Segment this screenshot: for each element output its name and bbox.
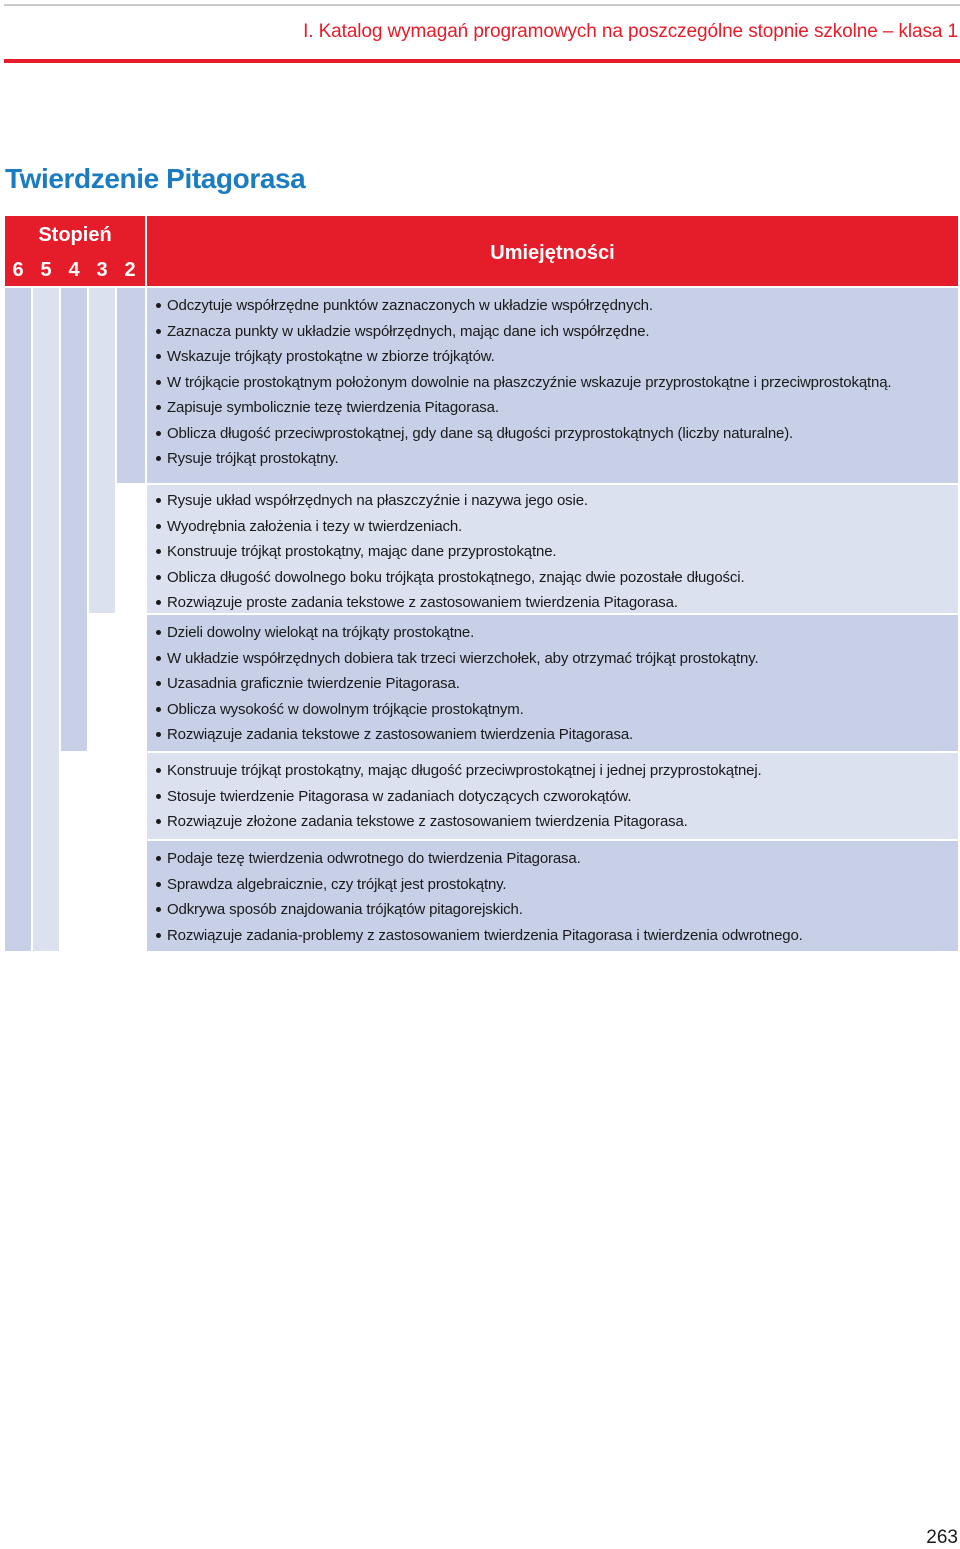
grade-2-label: 2 bbox=[124, 259, 136, 281]
skills-header-cell bbox=[147, 216, 958, 286]
header-divider bbox=[4, 59, 960, 63]
list-item: Podaje tezę twierdzenia odwrotnego do twierdzenia Pitagorasa. bbox=[156, 846, 950, 872]
list-item: W trójkącie prostokątnym położonym dowolnie na płaszczyźnie wskazuje przyprostokątne i przeciwprostokątną. bbox=[156, 370, 950, 396]
bullet-icon bbox=[156, 707, 161, 712]
bullet-icon bbox=[156, 498, 161, 503]
grade-3-column bbox=[89, 288, 115, 613]
list-item: Uzasadnia graficznie twierdzenie Pitagorasa. bbox=[156, 671, 950, 697]
running-header: I. Katalog wymagań programowych na poszczególne stopnie szkolne – klasa 1 bbox=[303, 21, 958, 42]
grade-5-label: 5 bbox=[40, 259, 52, 281]
bullet-icon bbox=[156, 856, 161, 861]
list-item: Zapisuje symbolicznie tezę twierdzenia Pitagorasa. bbox=[156, 395, 950, 421]
list-item: Oblicza wysokość w dowolnym trójkącie prostokątnym. bbox=[156, 697, 950, 723]
list-item: Rozwiązuje zadania-problemy z zastosowaniem twierdzenia Pitagorasa i twierdzenia odwrotnego. bbox=[156, 923, 950, 949]
list-item: Wyodrębnia założenia i tezy w twierdzeniach. bbox=[156, 514, 950, 540]
list-item: Sprawdza algebraicznie, czy trójkąt jest prostokątny. bbox=[156, 872, 950, 898]
skills-group-grade-2 bbox=[147, 288, 958, 483]
bullet-icon bbox=[156, 681, 161, 686]
list-item: W układzie współrzędnych dobiera tak trzeci wierzchołek, aby otrzymać trójkąt prostokątny. bbox=[156, 646, 950, 672]
list-item: Oblicza długość przeciwprostokątnej, gdy dane są długości przyprostokątnych (liczby naturalne). bbox=[156, 421, 950, 447]
grade-header-label: Stopień bbox=[38, 224, 112, 246]
top-rule bbox=[4, 4, 960, 6]
skills-group-grade-5 bbox=[147, 753, 958, 839]
list-item: Rysuje układ współrzędnych na płaszczyźnie i nazywa jego osie. bbox=[156, 488, 950, 514]
skills-group-grade-4 bbox=[147, 615, 958, 751]
bullet-icon bbox=[156, 768, 161, 773]
bullet-icon bbox=[156, 354, 161, 359]
skills-header-label: Umiejętności bbox=[490, 242, 615, 264]
list-item: Rozwiązuje proste zadania tekstowe z zastosowaniem twierdzenia Pitagorasa. bbox=[156, 590, 950, 616]
grade-3-label: 3 bbox=[96, 259, 108, 281]
list-item: Konstruuje trójkąt prostokątny, mając dane przyprostokątne. bbox=[156, 539, 950, 565]
grade-6-label: 6 bbox=[12, 259, 24, 281]
bullet-icon bbox=[156, 575, 161, 580]
bullet-icon bbox=[156, 405, 161, 410]
list-item: Konstruuje trójkąt prostokątny, mając długość przeciwprostokątnej i jednej przyprostokątnej. bbox=[156, 758, 950, 784]
bullet-icon bbox=[156, 794, 161, 799]
bullet-icon bbox=[156, 329, 161, 334]
skills-group-grade-6 bbox=[147, 841, 958, 951]
grade-header-cell bbox=[5, 216, 145, 286]
bullet-icon bbox=[156, 600, 161, 605]
bullet-icon bbox=[156, 882, 161, 887]
bullet-icon bbox=[156, 303, 161, 308]
skills-group-grade-3 bbox=[147, 485, 958, 613]
bullet-icon bbox=[156, 549, 161, 554]
list-item: Rozwiązuje zadania tekstowe z zastosowaniem twierdzenia Pitagorasa. bbox=[156, 722, 950, 748]
grade-6-column bbox=[5, 288, 31, 951]
list-item: Dzieli dowolny wielokąt na trójkąty prostokątne. bbox=[156, 620, 950, 646]
list-item: Stosuje twierdzenie Pitagorasa w zadaniach dotyczących czworokątów. bbox=[156, 784, 950, 810]
bullet-icon bbox=[156, 456, 161, 461]
list-item: Oblicza długość dowolnego boku trójkąta prostokątnego, znając dwie pozostałe długości. bbox=[156, 565, 950, 591]
bullet-icon bbox=[156, 630, 161, 635]
list-item: Zaznacza punkty w układzie współrzędnych, mając dane ich współrzędne. bbox=[156, 319, 950, 345]
page-number: 263 bbox=[926, 1527, 958, 1548]
grade-5-column bbox=[33, 288, 59, 951]
requirements-table bbox=[5, 216, 958, 951]
grade-2-column bbox=[117, 288, 145, 483]
list-item: Odkrywa sposób znajdowania trójkątów pitagorejskich. bbox=[156, 897, 950, 923]
grade-4-label: 4 bbox=[68, 259, 80, 281]
bullet-icon bbox=[156, 380, 161, 385]
bullet-icon bbox=[156, 656, 161, 661]
bullet-icon bbox=[156, 907, 161, 912]
section-title: Twierdzenie Pitagorasa bbox=[5, 163, 306, 194]
bullet-icon bbox=[156, 933, 161, 938]
grade-4-column bbox=[61, 288, 87, 751]
bullet-icon bbox=[156, 732, 161, 737]
list-item: Rozwiązuje złożone zadania tekstowe z zastosowaniem twierdzenia Pitagorasa. bbox=[156, 809, 950, 835]
list-item: Odczytuje współrzędne punktów zaznaczonych w układzie współrzędnych. bbox=[156, 293, 950, 319]
list-item: Wskazuje trójkąty prostokątne w zbiorze trójkątów. bbox=[156, 344, 950, 370]
list-item: Rysuje trójkąt prostokątny. bbox=[156, 446, 950, 472]
bullet-icon bbox=[156, 819, 161, 824]
bullet-icon bbox=[156, 524, 161, 529]
bullet-icon bbox=[156, 431, 161, 436]
